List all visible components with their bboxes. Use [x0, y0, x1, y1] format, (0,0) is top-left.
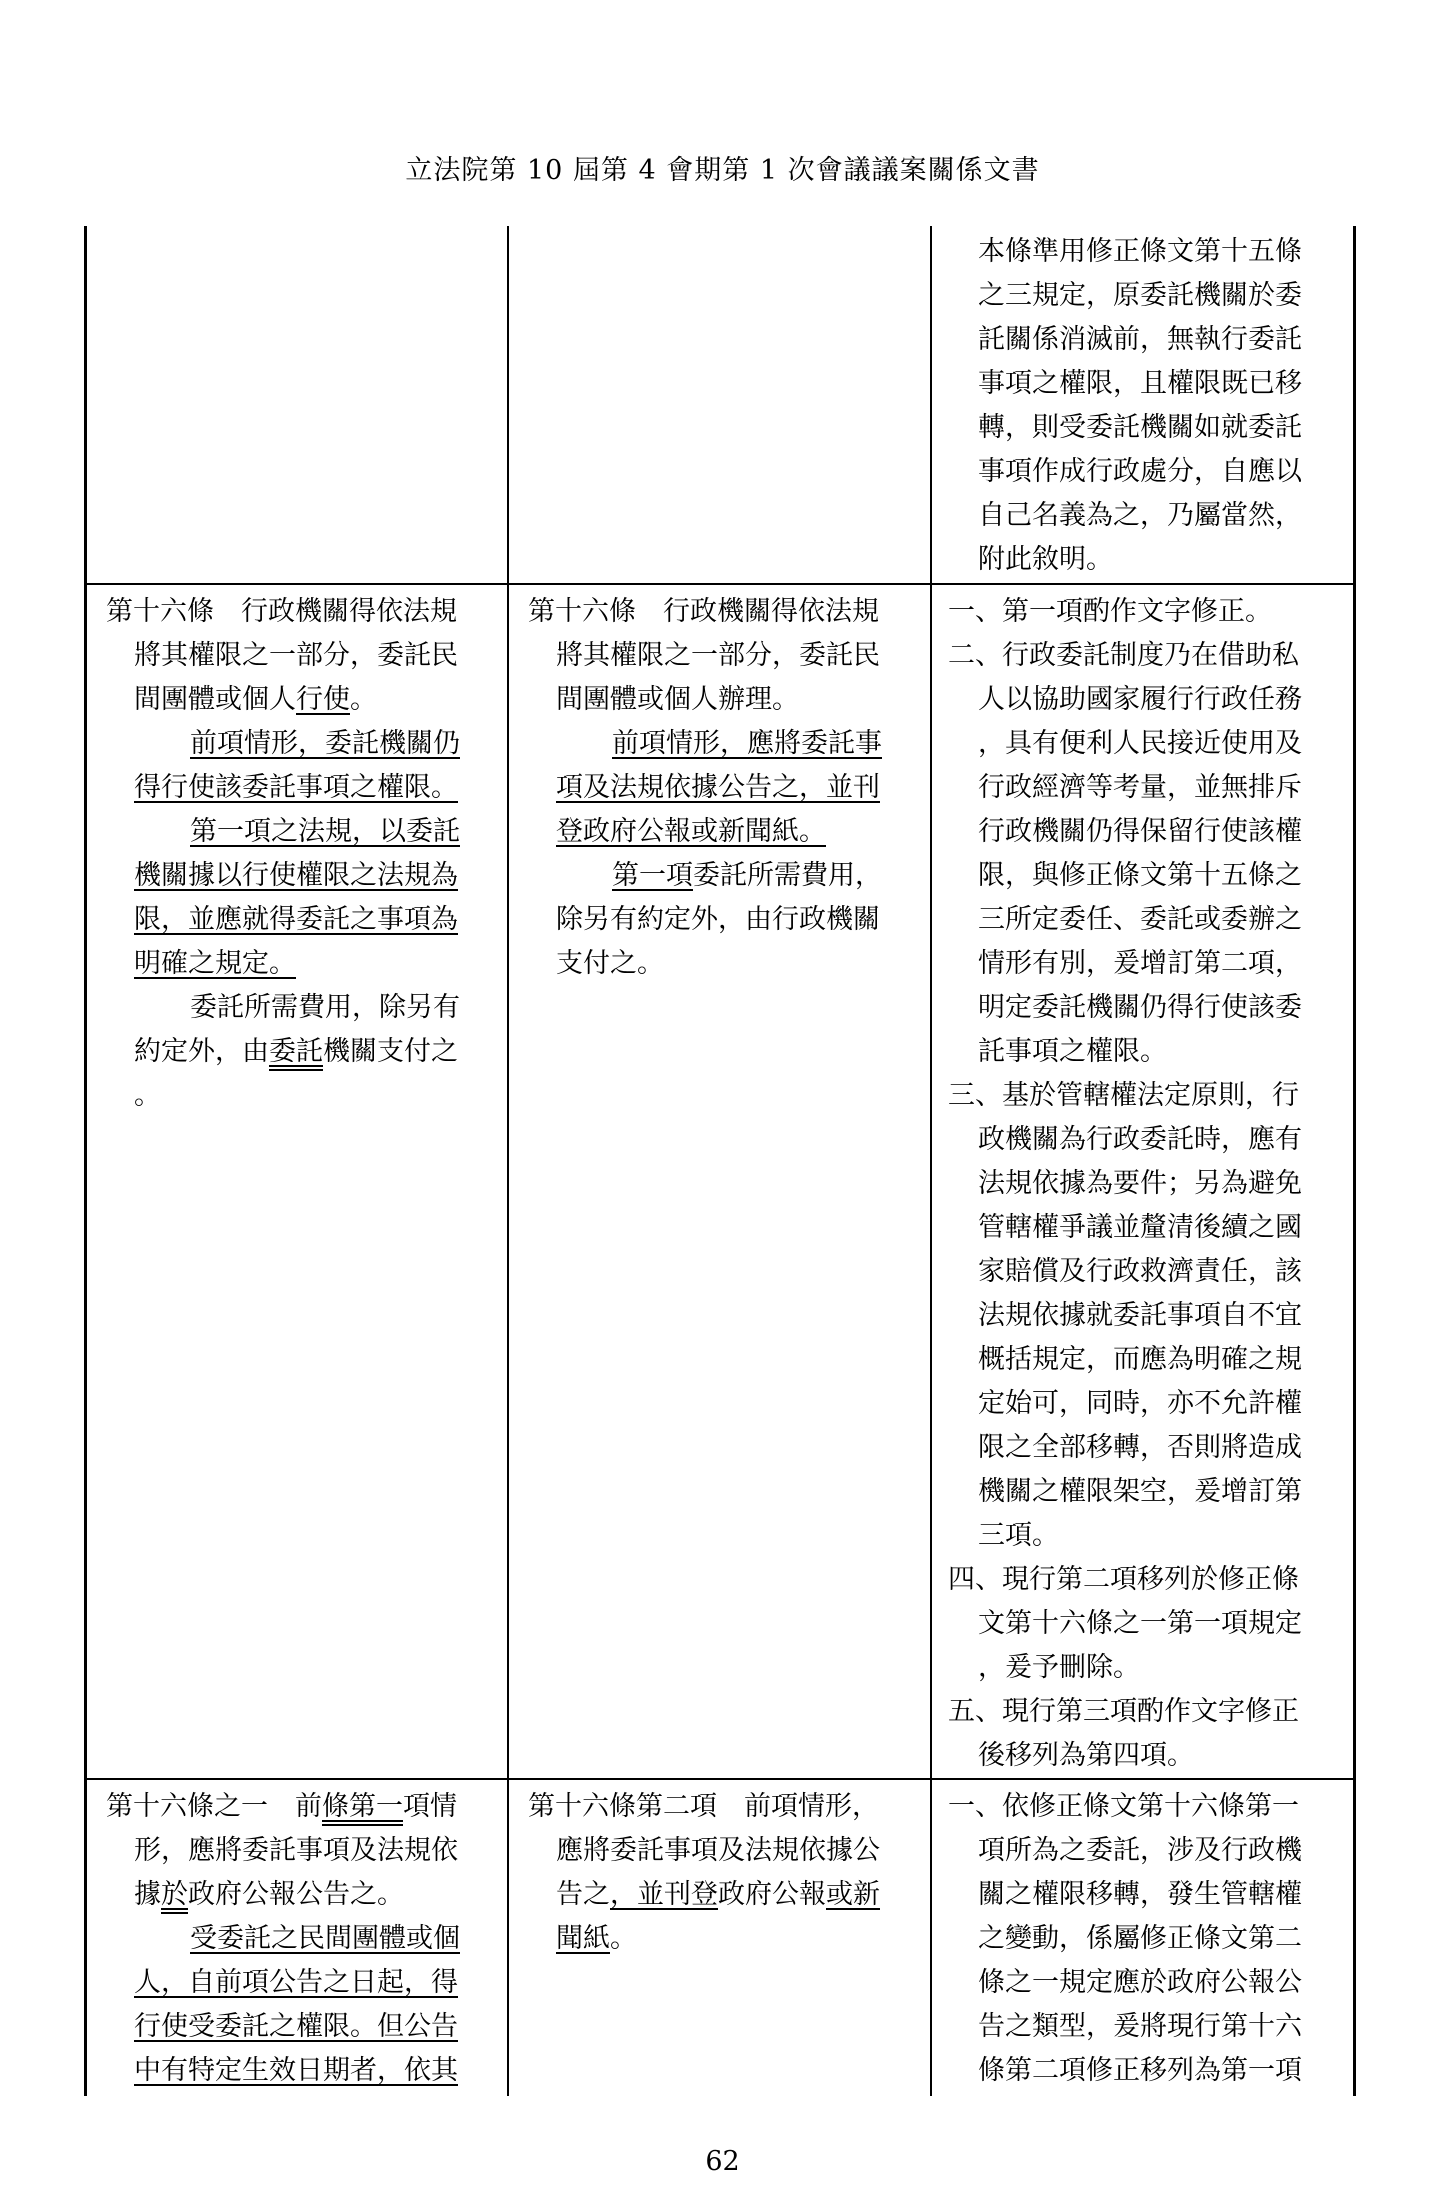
text-line: 除另有約定外，由行政機關 — [556, 904, 880, 935]
text-line: 管轄權爭議並釐清後續之國 — [978, 1212, 1302, 1243]
text-fragment: 政府公報 — [718, 1879, 826, 1910]
text-line — [528, 722, 928, 766]
text-line — [106, 942, 496, 986]
row1-explanation-cell — [948, 590, 1348, 1778]
text-fragment: 機關支付之 — [323, 1036, 458, 1067]
text-line: 委託所需費用，除另有 — [190, 992, 460, 1023]
row1-current-cell — [528, 590, 928, 986]
amended-text: 聞紙 — [556, 1923, 610, 1954]
amended-text: 登政府公報或新聞紙。 — [556, 816, 826, 847]
text-line: 。 — [134, 1080, 161, 1111]
text-line: 託關係消滅前，無執行委託 — [978, 324, 1302, 355]
text-line — [106, 1917, 496, 1961]
amended-text: 明確之規定。 — [134, 948, 296, 979]
amended-text: 人，自前項公告之日起，得 — [134, 1967, 458, 1998]
text-line — [528, 854, 928, 898]
text-fragment: 第十六條之一 前 — [106, 1791, 322, 1822]
amended-text: 受委託之民間團體或個 — [190, 1923, 460, 1954]
table-border-left — [84, 226, 87, 2096]
text-line — [106, 2049, 496, 2093]
text-fragment: 政府公報公告之。 — [188, 1879, 404, 1910]
text-fragment: 間團體或個人 — [134, 684, 296, 715]
text-line: 後移列為第四項。 — [978, 1740, 1194, 1771]
amended-text: 委託 — [269, 1036, 323, 1067]
text-line: 之三規定，原委託機關於委 — [978, 280, 1302, 311]
text-line — [106, 2005, 496, 2049]
amended-text: 於 — [161, 1879, 188, 1910]
amended-text: 限，並應就得委託之事項為 — [134, 904, 458, 935]
text-line: 一、第一項酌作文字修正。 — [948, 596, 1272, 627]
amended-text: 得行使該委託事項之權限。 — [134, 772, 458, 803]
text-line: 自己名義為之，乃屬當然， — [978, 500, 1302, 531]
text-line: 一、依修正條文第十六條第一 — [948, 1791, 1299, 1822]
text-line: 之變動，係屬修正條文第二 — [978, 1923, 1302, 1954]
text-line: 三、基於管轄權法定原則，行 — [948, 1080, 1299, 1111]
text-line: 第十六條第二項 前項情形， — [528, 1791, 879, 1822]
amended-text: 項及法規依據公告之，並刊 — [556, 772, 880, 803]
row2-explanation-cell — [948, 1785, 1348, 2093]
text-line: 第十六條 行政機關得依法規 — [106, 596, 457, 627]
text-line: 家賠償及行政救濟責任，該 — [978, 1256, 1302, 1287]
text-line: 限，與修正條文第十五條之 — [978, 860, 1302, 891]
text-line: ，爰予刪除。 — [978, 1652, 1140, 1683]
document-header: 立法院第 10 屆第 4 會期第 1 次會議議案關係文書 — [405, 155, 1040, 186]
text-line — [106, 678, 496, 722]
text-line: 將其權限之一部分，委託民 — [556, 640, 880, 671]
text-line — [528, 766, 928, 810]
text-line: 明定委託機關仍得行使該委 — [978, 992, 1302, 1023]
amended-text: 行使 — [296, 684, 350, 715]
amended-text: 或新 — [826, 1879, 880, 1910]
amended-text: 中有特定生效日期者，依其 — [134, 2055, 458, 2086]
text-line: 機關之權限架空，爰增訂第 — [978, 1476, 1302, 1507]
text-line: 政機關為行政委託時，應有 — [978, 1124, 1302, 1155]
text-line: 本條準用修正條文第十五條 — [978, 236, 1302, 267]
text-line: 項所為之委託，涉及行政機 — [978, 1835, 1302, 1866]
row2-proposed-cell — [106, 1785, 496, 2093]
text-line — [106, 810, 496, 854]
text-line — [106, 898, 496, 942]
row1-proposed-cell — [106, 590, 496, 1118]
text-fragment: 告之 — [556, 1879, 610, 1910]
text-line: 文第十六條之一第一項規定 — [978, 1608, 1302, 1639]
text-line: 關之權限移轉，發生管轄權 — [978, 1879, 1302, 1910]
text-line — [528, 1917, 928, 1961]
amended-text: 條第一 — [322, 1791, 403, 1822]
text-line — [106, 722, 496, 766]
page-number: 62 — [705, 2146, 740, 2177]
text-fragment: 約定外，由 — [134, 1036, 269, 1067]
text-line — [106, 854, 496, 898]
text-fragment: 據 — [134, 1879, 161, 1910]
text-line: 二、行政委託制度乃在借助私 — [948, 640, 1299, 671]
text-line — [106, 766, 496, 810]
text-line: 人以協助國家履行行政任務 — [978, 684, 1302, 715]
row0-explanation-cell — [978, 230, 1378, 582]
text-line — [528, 1873, 928, 1917]
text-line: 託事項之權限。 — [978, 1036, 1167, 1067]
text-line: 事項之權限，且權限既已移 — [978, 368, 1302, 399]
text-line: 行政機關仍得保留行使該權 — [978, 816, 1302, 847]
text-line: 轉，則受委託機關如就委託 — [978, 412, 1302, 443]
text-fragment: 。 — [610, 1923, 637, 1954]
text-line: 告之類型，爰將現行第十六 — [978, 2011, 1302, 2042]
text-fragment: 委託所需費用， — [693, 860, 882, 891]
amended-text: 行使受委託之權限。但公告 — [134, 2011, 458, 2042]
text-line — [106, 1785, 496, 1829]
text-line: 形，應將委託事項及法規依 — [134, 1835, 458, 1866]
amended-text: 前項情形，應將委託事 — [612, 728, 882, 759]
amended-text: 前項情形，委託機關仍 — [190, 728, 460, 759]
text-line: 法規依據就委託事項自不宜 — [978, 1300, 1302, 1331]
text-line: 三所定委任、委託或委辦之 — [978, 904, 1302, 935]
column-divider-1 — [507, 226, 509, 2096]
text-line: 四、現行第二項移列於修正條 — [948, 1564, 1299, 1595]
text-line — [106, 1961, 496, 2005]
text-fragment: 。 — [350, 684, 377, 715]
text-line: 附此敘明。 — [978, 544, 1113, 575]
text-line: 條之一規定應於政府公報公 — [978, 1967, 1302, 1998]
text-line: 定始可，同時，亦不允許權 — [978, 1388, 1302, 1419]
text-line: 第十六條 行政機關得依法規 — [528, 596, 879, 627]
amended-text: 第一項之法規，以委託 — [190, 816, 460, 847]
text-line: 條第二項修正移列為第一項 — [978, 2055, 1302, 2086]
text-line: 情形有別，爰增訂第二項， — [978, 948, 1302, 979]
text-line — [106, 1030, 496, 1074]
text-line: 法規依據為要件；另為避免 — [978, 1168, 1302, 1199]
amended-text: 第一項 — [612, 860, 693, 891]
text-line: 概括規定，而應為明確之規 — [978, 1344, 1302, 1375]
text-fragment: 項情 — [403, 1791, 457, 1822]
text-line: 三項。 — [978, 1520, 1059, 1551]
text-line: 事項作成行政處分，自應以 — [978, 456, 1302, 487]
text-line: 行政經濟等考量，並無排斥 — [978, 772, 1302, 803]
column-divider-2 — [930, 226, 932, 2096]
text-line — [528, 810, 928, 854]
text-line — [106, 1873, 496, 1917]
text-line: 限之全部移轉，否則將造成 — [978, 1432, 1302, 1463]
text-line: 將其權限之一部分，委託民 — [134, 640, 458, 671]
amended-text: ，並刊登 — [610, 1879, 718, 1910]
text-line: 支付之。 — [556, 948, 664, 979]
row-separator-1 — [84, 583, 1356, 585]
text-line: 間團體或個人辦理。 — [556, 684, 799, 715]
row-separator-2 — [84, 1778, 1356, 1780]
amended-text: 機關據以行使權限之法規為 — [134, 860, 458, 891]
text-line: 五、現行第三項酌作文字修正 — [948, 1696, 1299, 1727]
text-line: 應將委託事項及法規依據公 — [556, 1835, 880, 1866]
row2-current-cell — [528, 1785, 928, 1961]
text-line: ，具有便利人民接近使用及 — [978, 728, 1302, 759]
